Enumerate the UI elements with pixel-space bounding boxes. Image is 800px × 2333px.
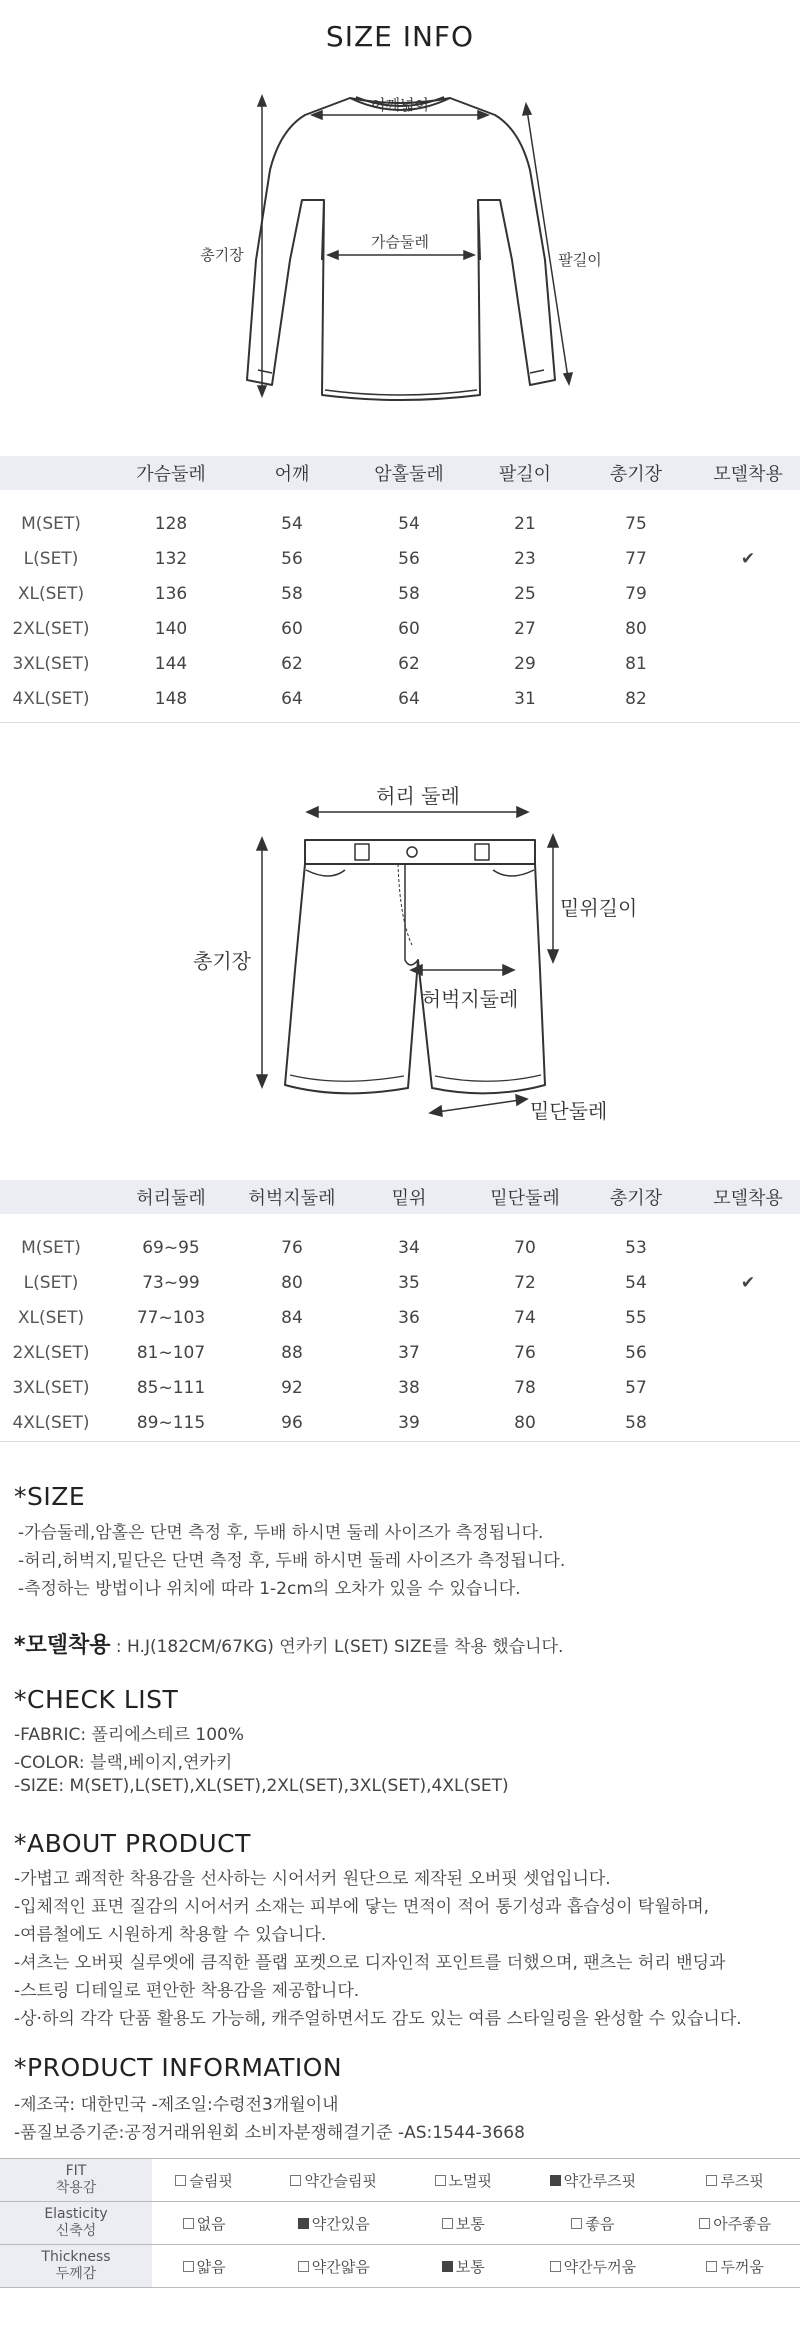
option-thickness-5[interactable] [670,2245,800,2288]
table-cell: 56 [398,548,420,569]
table-cell: 77 [625,548,647,569]
rise-label: 밑위길이 [560,896,638,920]
table-cell: M(SET) [21,1237,81,1258]
option-label: 노멀핏 [448,2171,493,2190]
table-header-cell: 밑위 [391,1188,427,1209]
table-cell: 58 [625,1412,647,1433]
top-size-diagram [0,60,800,410]
model-check [696,646,800,681]
table-row [0,576,800,611]
table-cell: 56 [281,548,303,569]
option-label: 보통 [455,2214,485,2233]
table-row [0,1405,800,1440]
about-line: -스트링 디테일로 편안한 착용감을 제공합니다. [14,1981,360,2001]
option-label: 없음 [196,2214,226,2233]
table-cell: 74 [514,1307,536,1328]
checklist-item: -SIZE: M(SET),L(SET),XL(SET),2XL(SET),3XL(SET),4XL(SET) [14,1776,509,1796]
option-elasticity-2[interactable] [256,2202,411,2245]
table-cell: 35 [398,1272,420,1293]
checkbox-icon[interactable] [435,2175,446,2186]
model-check [696,681,800,716]
attribute-label [0,2202,152,2245]
table-row [0,1335,800,1370]
table-row [0,681,800,716]
option-elasticity-1[interactable] [152,2202,256,2245]
table-cell: 25 [514,583,536,604]
about-line: -가볍고 쾌적한 착용감을 선사하는 시어서커 원단으로 제작된 오버핏 셋업입니다. [14,1869,611,1889]
about-line: -셔츠는 오버핏 실루엣에 큼직한 플랩 포켓으로 디자인적 포인트를 더했으며, 팬츠는 허리 밴딩과 [14,1953,726,1973]
option-thickness-3[interactable] [411,2245,515,2288]
checkbox-checked-icon[interactable] [298,2218,309,2229]
table-cell: 23 [514,548,536,569]
model-check [696,611,800,646]
table-cell: 39 [398,1412,420,1433]
table-cell: L(SET) [23,1272,79,1293]
table-cell: XL(SET) [17,1307,85,1328]
table-cell: 80 [514,1412,536,1433]
table-cell: M(SET) [21,513,81,534]
table-cell: 80 [625,618,647,639]
table-row [0,611,800,646]
option-thickness-4[interactable] [515,2245,670,2288]
table-header-row [0,456,800,490]
option-thickness-2[interactable] [256,2245,411,2288]
attribute-label-en: Elasticity [44,2206,108,2222]
bottom-size-diagram [0,770,800,1140]
size-note: -가슴둘레,암홀은 단면 측정 후, 두배 하시면 둘레 사이즈가 측정됩니다. [18,1523,544,1543]
product-info-line: -품질보증기준:공정거래위원회 소비자분쟁해결기준 -AS:1544-3668 [14,2123,525,2143]
bottom-size-table [0,1180,800,1440]
table-cell: 69~95 [142,1237,200,1258]
model-text: : H.J(182CM/67KG) 연카키 L(SET) SIZE를 착용 했습니다. [110,1637,564,1657]
table-row [0,541,800,576]
checkbox-icon[interactable] [290,2175,301,2186]
table-cell: 27 [514,618,536,639]
table-cell: 73~99 [142,1272,200,1293]
table-header-cell: 모델착용 [713,1188,783,1209]
checkbox-icon[interactable] [183,2261,194,2272]
table-cell: 53 [625,1237,647,1258]
table-row [0,1370,800,1405]
model-check [696,576,800,611]
model-check: ✔ [740,1272,756,1293]
checkbox-icon[interactable] [706,2261,717,2272]
option-label: 약간루즈핏 [563,2171,637,2190]
checkbox-icon[interactable] [699,2218,710,2229]
table-cell: 58 [398,583,420,604]
option-label: 보통 [455,2257,485,2276]
table-row [0,646,800,681]
checkbox-icon[interactable] [706,2175,717,2186]
checkbox-icon[interactable] [550,2261,561,2272]
option-fit-5[interactable] [670,2159,800,2202]
option-label: 루즈핏 [720,2171,764,2190]
attribute-label-ko: 신축성 [55,2223,97,2239]
table-cell: 54 [625,1272,647,1293]
option-fit-2[interactable] [256,2159,411,2202]
table-cell: 70 [514,1237,536,1258]
option-thickness-1[interactable] [152,2245,256,2288]
table-cell: 38 [398,1377,420,1398]
table-cell: 36 [398,1307,420,1328]
pants-illustration [0,770,800,1140]
table-cell: 136 [154,583,188,604]
table-cell: 140 [154,618,188,639]
table-row [0,1265,800,1300]
option-label: 좋음 [585,2214,615,2233]
model-info [14,1628,563,1659]
table-cell: 89~115 [136,1412,206,1433]
product-info-line: -제조국: 대한민국 -제조일:수령전3개월이내 [14,2095,339,2115]
table-cell: 34 [398,1237,420,1258]
table-cell: 81 [625,653,647,674]
option-fit-4[interactable] [515,2159,670,2202]
table-cell: 132 [154,548,188,569]
about-line: -입체적인 표면 질감의 시어서커 소재는 피부에 닿는 면적이 적어 통기성과 흡습성이 탁월하며, [14,1897,710,1917]
table-cell: 148 [154,688,188,709]
about-heading: *ABOUT PRODUCT [14,1829,251,1858]
table-header-cell: 허리둘레 [136,1188,206,1209]
shirt-illustration [0,60,800,410]
table-cell: 64 [281,688,303,709]
about-line: -여름철에도 시원하게 착용할 수 있습니다. [14,1925,327,1945]
table-cell: 29 [514,653,536,674]
model-check: ✔ [740,548,756,569]
table-cell: 4XL(SET) [12,688,90,709]
table-cell: L(SET) [23,548,79,569]
table-row [0,506,800,541]
table-cell: 75 [625,513,647,534]
option-elasticity-3[interactable] [411,2202,515,2245]
option-label: 약간슬림핏 [304,2171,377,2190]
table-cell: 128 [154,513,188,534]
table-cell: 55 [625,1307,647,1328]
table-cell: 3XL(SET) [12,1377,90,1398]
top-size-table [0,456,800,716]
attribute-label-ko: 착용감 [55,2180,97,2196]
option-label: 두꺼움 [720,2257,764,2276]
thigh-label: 허벅지둘레 [421,987,519,1011]
table-header-cell: 팔길이 [498,464,552,485]
table-header-cell: 밑단둘레 [490,1188,560,1209]
table-cell: 84 [281,1307,303,1328]
table-cell: 21 [514,513,536,534]
table-row [0,1230,800,1265]
table-cell: 79 [625,583,647,604]
attribute-label [0,2159,152,2202]
size-note: -허리,허벅지,밑단은 단면 측정 후, 두배 하시면 둘레 사이즈가 측정됩니다. [18,1551,566,1571]
table-row [0,1300,800,1335]
table-header-cell: 가슴둘레 [136,464,206,485]
table-cell: 92 [281,1377,303,1398]
table-cell: 80 [281,1272,303,1293]
product-info-heading: *PRODUCT INFORMATION [14,2053,343,2082]
table-cell: 31 [514,688,536,709]
checkbox-icon[interactable] [298,2261,309,2272]
attribute-label [0,2245,152,2288]
table-cell: 60 [281,618,303,639]
table-header-cell: 어깨 [274,464,310,485]
table-cell: 81~107 [136,1342,206,1363]
table-cell: 64 [398,688,420,709]
model-check [696,1370,800,1405]
attribute-label-ko: 두께감 [55,2266,97,2282]
model-heading: *모델착용 [14,1633,111,1658]
table-cell: 4XL(SET) [12,1412,90,1433]
table-cell: 78 [514,1377,536,1398]
table-header-cell [0,456,102,490]
table-cell: 76 [281,1237,303,1258]
table-header-cell [0,1180,102,1214]
divider [0,1441,800,1442]
option-fit-3[interactable] [411,2159,515,2202]
about-line: -상·하의 각각 단품 활용도 가능해, 캐주얼하면서도 감도 있는 여름 스타일링을 완성할 수 있습니다. [14,2009,742,2029]
attribute-table [0,2158,800,2288]
page-title: SIZE INFO [325,20,475,53]
table-cell: 54 [281,513,303,534]
table-header-cell: 모델착용 [713,464,783,485]
option-label: 약간있음 [311,2214,370,2233]
table-header-cell: 허벅지둘레 [248,1188,336,1209]
table-cell: 96 [281,1412,303,1433]
table-cell: 60 [398,618,420,639]
checkbox-icon[interactable] [571,2218,582,2229]
option-label: 얇음 [196,2257,226,2276]
divider [0,722,800,723]
table-cell: 144 [154,653,188,674]
table-cell: 62 [281,653,303,674]
checkbox-checked-icon[interactable] [442,2261,453,2272]
checklist-item: -FABRIC: 폴리에스테르 100% [14,1725,245,1745]
option-label: 약간얇음 [311,2257,370,2276]
model-check [696,506,800,541]
checkbox-checked-icon[interactable] [550,2175,561,2186]
waist-label: 허리 둘레 [376,784,460,808]
table-cell: 57 [625,1377,647,1398]
attribute-row-elasticity [0,2202,800,2245]
table-cell: 77~103 [136,1307,206,1328]
checkbox-icon[interactable] [183,2218,194,2229]
top-length-label: 총기장 [200,246,244,264]
model-check [696,1335,800,1370]
table-cell: 2XL(SET) [12,1342,90,1363]
option-label: 아주좋음 [713,2214,772,2233]
option-elasticity-4[interactable] [515,2202,670,2245]
checkbox-icon[interactable] [442,2218,453,2229]
table-cell: 76 [514,1342,536,1363]
attribute-label-en: Thickness [41,2249,111,2265]
table-cell: 58 [281,583,303,604]
model-check [696,1300,800,1335]
table-cell: 72 [514,1272,536,1293]
chest-label: 가슴둘레 [371,233,429,251]
table-cell: 54 [398,513,420,534]
option-label: 슬림핏 [189,2171,233,2190]
checklist-heading: *CHECK LIST [14,1685,179,1714]
option-label: 약간두꺼움 [563,2257,637,2276]
table-cell: 88 [281,1342,303,1363]
model-check [696,1405,800,1440]
table-header-cell: 총기장 [609,464,663,485]
option-elasticity-5[interactable] [670,2202,800,2245]
table-cell: 2XL(SET) [12,618,90,639]
table-cell: 37 [398,1342,420,1363]
checklist-item: -COLOR: 블랙,베이지,연카키 [14,1753,233,1773]
shoulder-label: 어깨넓이 [371,96,429,114]
table-cell: 82 [625,688,647,709]
attribute-label-en: FIT [65,2163,87,2179]
bottom-length-label: 총기장 [193,949,251,973]
table-cell: XL(SET) [17,583,85,604]
table-cell: 62 [398,653,420,674]
attribute-row-thickness [0,2245,800,2288]
checkbox-icon[interactable] [175,2175,186,2186]
size-note: -측정하는 방법이나 위치에 따라 1-2cm의 오차가 있을 수 있습니다. [18,1579,521,1599]
table-header-row [0,1180,800,1214]
hem-label: 밑단둘레 [530,1099,608,1123]
table-header-cell: 암홀둘레 [374,464,444,485]
table-cell: 56 [625,1342,647,1363]
option-fit-1[interactable] [152,2159,256,2202]
table-cell: 85~111 [136,1377,206,1398]
table-cell: 3XL(SET) [12,653,90,674]
model-check [696,1230,800,1265]
size-heading: *SIZE [14,1482,86,1511]
table-header-cell: 총기장 [609,1188,663,1209]
sleeve-label: 팔길이 [558,251,602,269]
attribute-row-fit [0,2159,800,2202]
